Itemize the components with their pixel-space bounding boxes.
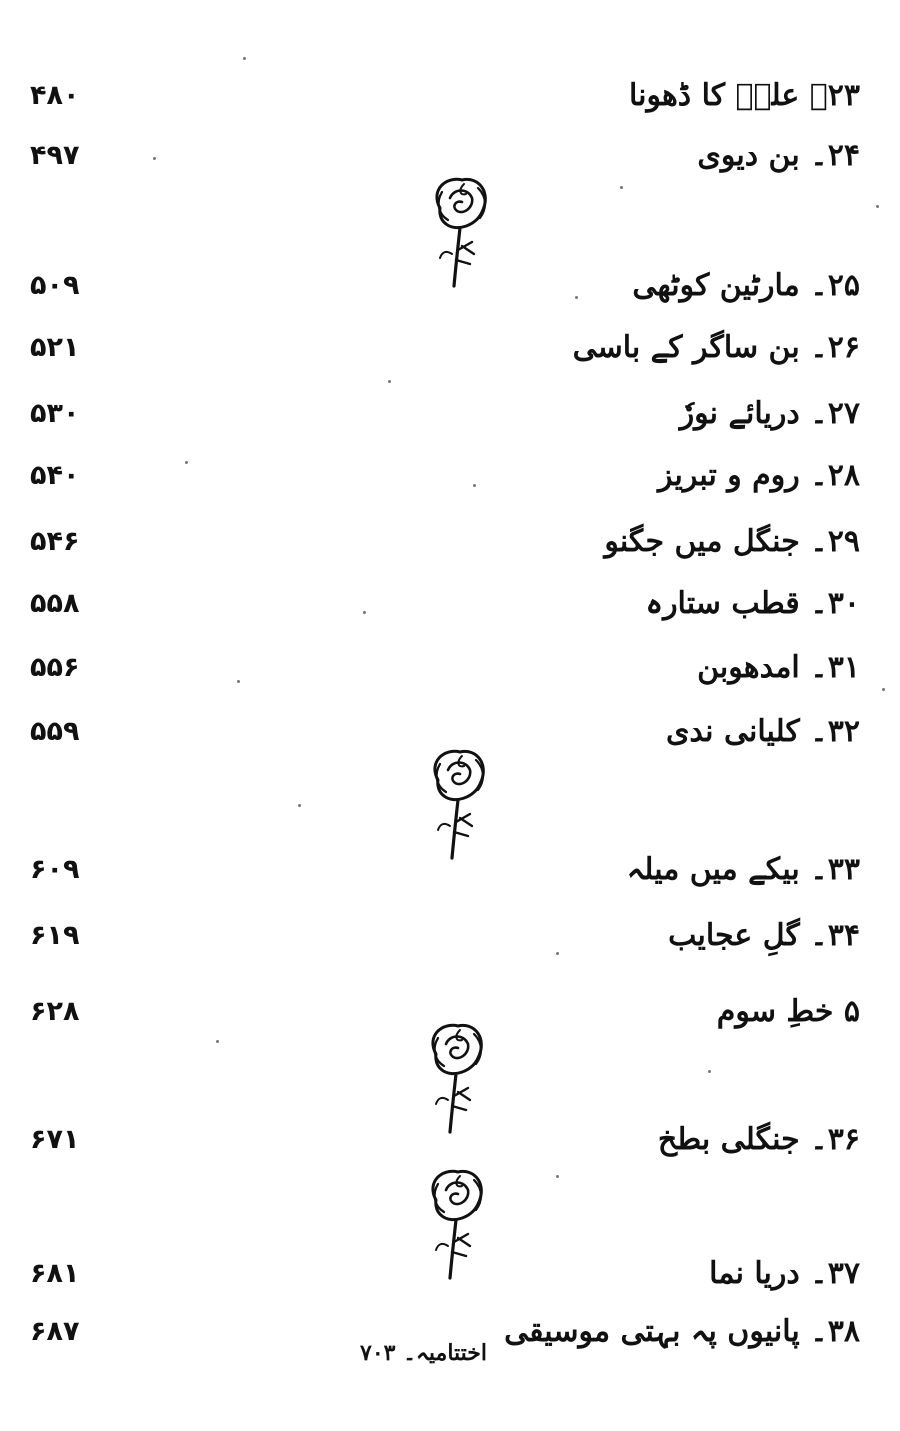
toc-entry: [0, 68, 900, 128]
entry-page-number: ۴۹۷: [30, 140, 80, 171]
entry-page-number: ۵۵۶: [30, 652, 80, 683]
entry-title: ۲۷۔ دریائے نورٗ: [679, 396, 860, 431]
entry-page-number: ۶۷۱: [30, 1124, 80, 1155]
entry-title: ۲۹۔ جنگل میں جگنو: [604, 524, 860, 559]
closing-note: اختتامیہ۔ ۷۰۳: [360, 1340, 488, 1366]
paper-speck: [708, 1070, 711, 1073]
toc-entry: [0, 908, 900, 968]
paper-speck: [882, 688, 885, 691]
paper-speck: [575, 296, 578, 299]
toc-entry: [0, 1246, 900, 1306]
entry-title: ۲۸۔ روم و تبریز: [657, 458, 860, 493]
paper-speck: [185, 461, 188, 464]
entry-page-number: ۶۲۸: [30, 996, 80, 1027]
toc-entry: [0, 386, 900, 446]
entry-page-number: ۶۸۱: [30, 1258, 80, 1289]
entry-page-number: ۶۸۷: [30, 1316, 80, 1347]
toc-entry: [0, 640, 900, 700]
paper-speck: [876, 205, 879, 208]
entry-title: ۳۰۔ قطب ستارہ: [645, 586, 860, 621]
entry-page-number: ۶۱۹: [30, 920, 80, 951]
entry-page-number: ۵۳۰: [30, 398, 80, 429]
toc-entry: [0, 258, 900, 318]
paper-speck: [153, 157, 156, 160]
entry-title: ۵ خطِ سوم: [716, 994, 860, 1029]
entry-page-number: ۶۰۹: [30, 854, 80, 885]
entry-page-number: ۵۴۶: [30, 526, 80, 557]
entry-title: ۲۴۔ بن دیوی: [697, 138, 860, 173]
paper-speck: [556, 952, 559, 955]
entry-page-number: ۵۰۹: [30, 270, 80, 301]
paper-speck: [388, 380, 391, 383]
toc-entry: [0, 576, 900, 636]
paper-speck: [473, 484, 476, 487]
paper-speck: [237, 680, 240, 683]
paper-speck: [620, 186, 623, 189]
toc-entry: [0, 514, 900, 574]
entry-title: ۲۵۔ مارٹین کوٹھی: [632, 268, 860, 303]
entry-title: ۳۷۔ دریا نما: [709, 1256, 860, 1291]
entry-title: ۳۶۔ جنگلی بطخ: [657, 1122, 860, 1157]
entry-page-number: ۵۵۸: [30, 588, 80, 619]
paper-speck: [216, 1040, 219, 1043]
paper-speck: [298, 804, 301, 807]
entry-title: ۳۴۔ گلِ عجایب: [668, 918, 860, 953]
entry-page-number: ۵۵۹: [30, 716, 80, 747]
toc-entry: [0, 842, 900, 902]
toc-entry: [0, 448, 900, 508]
toc-entry: [0, 320, 900, 380]
entry-title: ۲۶۔ بن ساگر کے باسی: [572, 330, 860, 365]
entry-title: ۳۸۔ پانیوں پہ بہتی موسیقی: [504, 1314, 860, 1349]
entry-title: ۳۲۔ کلیانی ندی: [665, 714, 860, 749]
entry-title: ۳۳۔ بیکے میں میلہ: [626, 852, 860, 887]
entry-page-number: ۵۲۱: [30, 332, 80, 363]
entry-page-number: ۴۸۰: [30, 80, 80, 111]
paper-speck: [243, 57, 246, 60]
paper-speck: [556, 1175, 559, 1178]
entry-title: ۳۱۔ امدھوبن: [697, 650, 860, 685]
paper-speck: [363, 611, 366, 614]
entry-page-number: ۵۴۰: [30, 460, 80, 491]
entry-title: ۲۳۔ علیؑ کا ڈھونا: [629, 78, 860, 113]
